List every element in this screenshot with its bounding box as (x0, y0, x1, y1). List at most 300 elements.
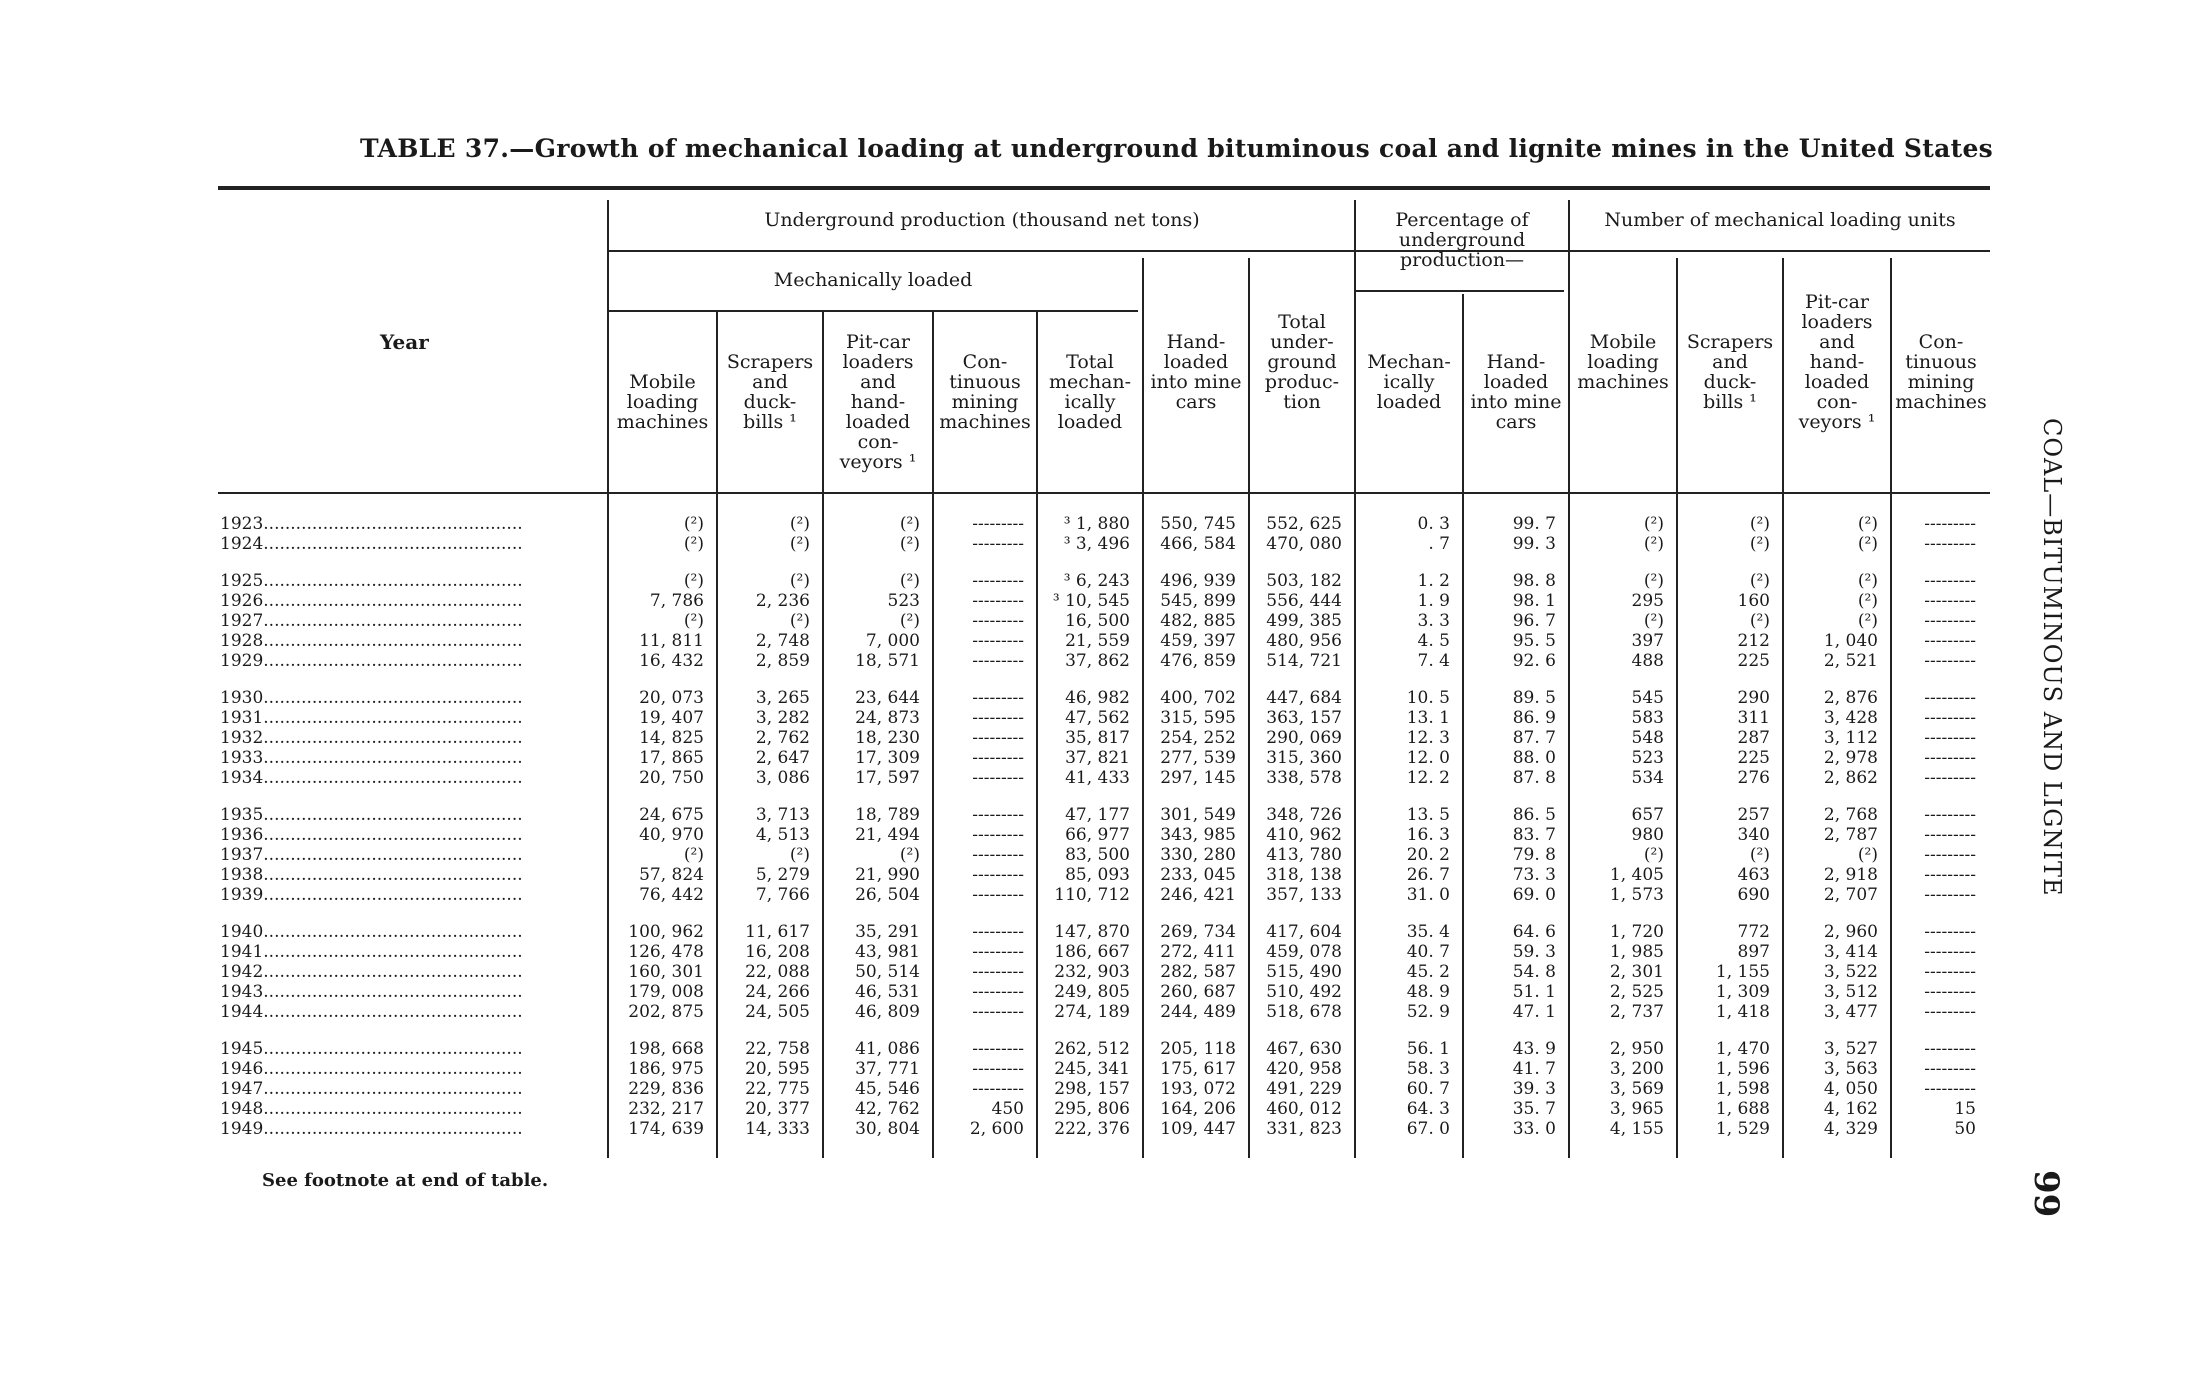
cell-hand-loaded: 482, 885 (1160, 611, 1236, 631)
cell-hand-loaded: 282, 587 (1160, 962, 1236, 982)
year-cell: 1947................................................ (220, 1079, 523, 1099)
cell-units-pit-car: (²) (1857, 611, 1878, 631)
cell-units-mobile: 4, 155 (1609, 1119, 1664, 1139)
cell-scrapers: 2, 647 (755, 748, 810, 768)
cell-pit-car: 46, 809 (855, 1002, 920, 1022)
cell-scrapers: 16, 208 (745, 942, 810, 962)
cell-units-continuous: --------- (1924, 962, 1976, 982)
cell-units-scrapers: 311 (1737, 708, 1770, 728)
cell-pit-car: 37, 771 (855, 1059, 920, 1079)
year-cell: 1942................................................ (220, 962, 523, 982)
table-row (218, 571, 1990, 591)
row-group (218, 514, 1990, 554)
cell-units-mobile: 3, 965 (1609, 1099, 1664, 1119)
cell-units-mobile: 2, 950 (1609, 1039, 1664, 1059)
cell-units-continuous: --------- (1924, 534, 1976, 554)
cell-hand-loaded: 260, 687 (1160, 982, 1236, 1002)
col-header-units-pit-car: Pit-car loaders and hand- loaded con- veyors ¹ (1798, 291, 1876, 433)
table-row (218, 845, 1990, 865)
cell-pit-car: (²) (899, 611, 920, 631)
cell-mobile-loading: 76, 442 (639, 885, 704, 905)
year-cell: 1931................................................ (220, 708, 523, 728)
cell-units-pit-car: 4, 050 (1823, 1079, 1878, 1099)
cell-units-continuous: 50 (1954, 1119, 1976, 1139)
cell-pct-mech: 13. 5 (1406, 805, 1450, 825)
table-row (218, 591, 1990, 611)
cell-pct-hand: 33. 0 (1512, 1119, 1556, 1139)
cell-total-underground: 467, 630 (1266, 1039, 1342, 1059)
underground-production-header: Underground production (thousand net tons) (764, 209, 1200, 231)
cell-pct-mech: 45. 2 (1406, 962, 1450, 982)
cell-pct-mech: 56. 1 (1406, 1039, 1450, 1059)
col-header-mobile-loading: Mobile loading machines (616, 371, 709, 433)
year-cell: 1939................................................ (220, 885, 523, 905)
table-row (218, 982, 1990, 1002)
cell-units-continuous: --------- (1924, 922, 1976, 942)
cell-pct-hand: 86. 9 (1512, 708, 1556, 728)
cell-hand-loaded: 315, 595 (1160, 708, 1236, 728)
cell-units-pit-car: (²) (1857, 591, 1878, 611)
cell-continuous: --------- (972, 768, 1024, 788)
cell-mobile-loading: 202, 875 (628, 1002, 704, 1022)
year-cell: 1943................................................ (220, 982, 523, 1002)
cell-units-scrapers: 1, 418 (1715, 1002, 1770, 1022)
cell-pct-hand: 92. 6 (1512, 651, 1556, 671)
cell-units-scrapers: 463 (1737, 865, 1770, 885)
cell-pit-car: 24, 873 (855, 708, 920, 728)
year-cell: 1938................................................ (220, 865, 523, 885)
cell-total-mech: 35, 817 (1065, 728, 1130, 748)
cell-units-mobile: 534 (1631, 768, 1664, 788)
col-header-pit-car: Pit-car loaders and hand- loaded con- veyors ¹ (839, 331, 917, 473)
table-row (218, 805, 1990, 825)
cell-pct-hand: 41. 7 (1512, 1059, 1556, 1079)
cell-mobile-loading: 7, 786 (649, 591, 704, 611)
cell-pct-hand: 99. 3 (1512, 534, 1556, 554)
cell-scrapers: 20, 377 (745, 1099, 810, 1119)
cell-pct-mech: 0. 3 (1417, 514, 1450, 534)
cell-hand-loaded: 269, 734 (1160, 922, 1236, 942)
cell-mobile-loading: 40, 970 (639, 825, 704, 845)
cell-units-mobile: 2, 301 (1609, 962, 1664, 982)
year-cell: 1941................................................ (220, 942, 523, 962)
cell-pct-mech: 1. 2 (1417, 571, 1450, 591)
cell-total-underground: 413, 780 (1266, 845, 1342, 865)
cell-pct-hand: 51. 1 (1512, 982, 1556, 1002)
header-divider-mech (608, 310, 1138, 312)
cell-scrapers: 14, 333 (745, 1119, 810, 1139)
cell-pct-mech: 60. 7 (1406, 1079, 1450, 1099)
cell-total-mech: 85, 093 (1065, 865, 1130, 885)
year-cell: 1945................................................ (220, 1039, 523, 1059)
cell-mobile-loading: (²) (683, 611, 704, 631)
cell-units-pit-car: 3, 477 (1823, 1002, 1878, 1022)
cell-mobile-loading: 24, 675 (639, 805, 704, 825)
cell-hand-loaded: 164, 206 (1160, 1099, 1236, 1119)
cell-total-mech: 47, 562 (1065, 708, 1130, 728)
cell-pit-car: 50, 514 (855, 962, 920, 982)
cell-units-mobile: 1, 720 (1609, 922, 1664, 942)
cell-units-mobile: (²) (1643, 534, 1664, 554)
cell-total-underground: 514, 721 (1266, 651, 1342, 671)
cell-pit-car: 26, 504 (855, 885, 920, 905)
cell-hand-loaded: 246, 421 (1160, 885, 1236, 905)
year-cell: 1946................................................ (220, 1059, 523, 1079)
cell-pct-hand: 73. 3 (1512, 865, 1556, 885)
cell-pct-hand: 35. 7 (1512, 1099, 1556, 1119)
cell-pit-car: 523 (887, 591, 920, 611)
table-row (218, 631, 1990, 651)
cell-total-mech: 37, 821 (1065, 748, 1130, 768)
year-cell: 1926................................................ (220, 591, 523, 611)
cell-continuous: --------- (972, 1079, 1024, 1099)
table-row (218, 651, 1990, 671)
percentage-header: Percentage of underground production— (1395, 209, 1529, 271)
cell-total-mech: 147, 870 (1054, 922, 1130, 942)
page-number: 99 (2026, 1170, 2066, 1218)
cell-scrapers: 22, 758 (745, 1039, 810, 1059)
cell-pct-hand: 88. 0 (1512, 748, 1556, 768)
cell-pit-car: 21, 494 (855, 825, 920, 845)
header-divider-pct (1356, 290, 1564, 292)
cell-pct-mech: 64. 3 (1406, 1099, 1450, 1119)
cell-total-mech: 66, 977 (1065, 825, 1130, 845)
cell-units-continuous: --------- (1924, 611, 1976, 631)
table-row (218, 1039, 1990, 1059)
cell-total-mech: 21, 559 (1065, 631, 1130, 651)
cell-units-scrapers: 225 (1737, 651, 1770, 671)
cell-pit-car: 43, 981 (855, 942, 920, 962)
cell-pct-mech: 1. 9 (1417, 591, 1450, 611)
cell-units-pit-car: 2, 707 (1823, 885, 1878, 905)
table-row (218, 611, 1990, 631)
cell-total-mech: 298, 157 (1054, 1079, 1130, 1099)
cell-pit-car: 46, 531 (855, 982, 920, 1002)
cell-pct-hand: 87. 7 (1512, 728, 1556, 748)
cell-units-mobile: 2, 525 (1609, 982, 1664, 1002)
cell-mobile-loading: 186, 975 (628, 1059, 704, 1079)
cell-units-pit-car: 2, 862 (1823, 768, 1878, 788)
cell-units-scrapers: 1, 309 (1715, 982, 1770, 1002)
cell-continuous: --------- (972, 805, 1024, 825)
cell-total-mech: 37, 862 (1065, 651, 1130, 671)
year-cell: 1924................................................ (220, 534, 523, 554)
col-header-hand-loaded: Hand- loaded into mine cars (1150, 331, 1242, 413)
cell-mobile-loading: 20, 073 (639, 688, 704, 708)
cell-units-pit-car: 2, 876 (1823, 688, 1878, 708)
cell-hand-loaded: 244, 489 (1160, 1002, 1236, 1022)
table-row (218, 768, 1990, 788)
table-row (218, 688, 1990, 708)
cell-continuous: --------- (972, 845, 1024, 865)
cell-units-scrapers: (²) (1749, 534, 1770, 554)
year-cell: 1940................................................ (220, 922, 523, 942)
table-row (218, 534, 1990, 554)
header-bottom-rule (218, 492, 1990, 494)
cell-hand-loaded: 301, 549 (1160, 805, 1236, 825)
cell-pct-mech: 7. 4 (1417, 651, 1450, 671)
table-row (218, 1099, 1990, 1119)
table-row (218, 748, 1990, 768)
cell-scrapers: (²) (789, 514, 810, 534)
cell-continuous: --------- (972, 591, 1024, 611)
cell-units-scrapers: (²) (1749, 611, 1770, 631)
year-cell: 1949................................................ (220, 1119, 523, 1139)
cell-total-mech: 249, 805 (1054, 982, 1130, 1002)
cell-hand-loaded: 277, 539 (1160, 748, 1236, 768)
cell-pct-hand: 64. 6 (1512, 922, 1556, 942)
cell-scrapers: 11, 617 (745, 922, 810, 942)
year-cell: 1935................................................ (220, 805, 523, 825)
cell-total-mech: 222, 376 (1054, 1119, 1130, 1139)
cell-scrapers: (²) (789, 571, 810, 591)
cell-units-scrapers: 1, 688 (1715, 1099, 1770, 1119)
cell-units-continuous: --------- (1924, 571, 1976, 591)
cell-pit-car: 17, 597 (855, 768, 920, 788)
cell-units-scrapers: 1, 596 (1715, 1059, 1770, 1079)
cell-pit-car: 17, 309 (855, 748, 920, 768)
cell-hand-loaded: 330, 280 (1160, 845, 1236, 865)
cell-scrapers: 24, 505 (745, 1002, 810, 1022)
table-row (218, 1119, 1990, 1139)
col-header-units-scrapers: Scrapers and duck- bills ¹ (1686, 331, 1774, 413)
row-group (218, 805, 1990, 905)
cell-continuous: --------- (972, 1039, 1024, 1059)
cell-units-continuous: --------- (1924, 708, 1976, 728)
col-header-total-mech: Total mechan- ically loaded (1048, 351, 1132, 433)
cell-pct-hand: 89. 5 (1512, 688, 1556, 708)
cell-scrapers: 3, 265 (755, 688, 810, 708)
units-header: Number of mechanical loading units (1604, 209, 1956, 231)
year-cell: 1937................................................ (220, 845, 523, 865)
cell-total-underground: 510, 492 (1266, 982, 1342, 1002)
cell-total-underground: 338, 578 (1266, 768, 1342, 788)
cell-continuous: --------- (972, 1002, 1024, 1022)
cell-total-mech: 110, 712 (1054, 885, 1130, 905)
year-cell: 1936................................................ (220, 825, 523, 845)
year-cell: 1929................................................ (220, 651, 523, 671)
table-row (218, 825, 1990, 845)
cell-total-underground: 410, 962 (1266, 825, 1342, 845)
cell-scrapers: 2, 859 (755, 651, 810, 671)
cell-pit-car: 41, 086 (855, 1039, 920, 1059)
cell-total-mech: 46, 982 (1065, 688, 1130, 708)
cell-units-continuous: --------- (1924, 982, 1976, 1002)
year-header: Year (380, 330, 429, 354)
table-row (218, 942, 1990, 962)
cell-mobile-loading: 11, 811 (639, 631, 704, 651)
cell-units-scrapers: 212 (1737, 631, 1770, 651)
cell-mobile-loading: 160, 301 (628, 962, 704, 982)
cell-mobile-loading: 198, 668 (628, 1039, 704, 1059)
cell-units-pit-car: (²) (1857, 534, 1878, 554)
cell-units-mobile: (²) (1643, 571, 1664, 591)
cell-units-continuous: --------- (1924, 591, 1976, 611)
cell-continuous: --------- (972, 982, 1024, 1002)
cell-pit-car: (²) (899, 514, 920, 534)
year-cell: 1932................................................ (220, 728, 523, 748)
footnote: See footnote at end of table. (262, 1170, 549, 1191)
cell-units-scrapers: 257 (1737, 805, 1770, 825)
cell-mobile-loading: (²) (683, 514, 704, 534)
cell-total-mech: ³ 3, 496 (1063, 534, 1130, 554)
year-cell: 1930................................................ (220, 688, 523, 708)
cell-total-mech: 47, 177 (1065, 805, 1130, 825)
year-cell: 1923................................................ (220, 514, 523, 534)
cell-scrapers: (²) (789, 534, 810, 554)
cell-pct-mech: 12. 3 (1406, 728, 1450, 748)
cell-total-underground: 556, 444 (1266, 591, 1342, 611)
cell-total-underground: 552, 625 (1266, 514, 1342, 534)
cell-units-continuous: --------- (1924, 631, 1976, 651)
cell-units-mobile: 548 (1631, 728, 1664, 748)
table-row (218, 962, 1990, 982)
cell-units-continuous: --------- (1924, 748, 1976, 768)
cell-scrapers: 3, 086 (755, 768, 810, 788)
table-title: TABLE 37.—Growth of mechanical loading at underground bituminous coal and lignite mines in the United States (360, 134, 1994, 163)
mechanically-loaded-header: Mechanically loaded (773, 269, 973, 291)
cell-scrapers: 22, 775 (745, 1079, 810, 1099)
cell-units-continuous: --------- (1924, 845, 1976, 865)
cell-continuous: --------- (972, 962, 1024, 982)
cell-mobile-loading: 17, 865 (639, 748, 704, 768)
cell-total-underground: 499, 385 (1266, 611, 1342, 631)
cell-scrapers: (²) (789, 845, 810, 865)
cell-total-underground: 470, 080 (1266, 534, 1342, 554)
cell-continuous: --------- (972, 651, 1024, 671)
cell-units-scrapers: (²) (1749, 514, 1770, 534)
cell-pct-mech: 12. 0 (1406, 748, 1450, 768)
row-group (218, 1039, 1990, 1139)
cell-pct-mech: 16. 3 (1406, 825, 1450, 845)
cell-units-continuous: 15 (1954, 1099, 1976, 1119)
cell-units-mobile: (²) (1643, 611, 1664, 631)
cell-pct-mech: 3. 3 (1417, 611, 1450, 631)
cell-units-scrapers: 1, 155 (1715, 962, 1770, 982)
cell-mobile-loading: 20, 750 (639, 768, 704, 788)
year-cell: 1928................................................ (220, 631, 523, 651)
cell-units-continuous: --------- (1924, 688, 1976, 708)
cell-units-mobile: 3, 200 (1609, 1059, 1664, 1079)
cell-units-scrapers: 690 (1737, 885, 1770, 905)
cell-scrapers: 5, 279 (755, 865, 810, 885)
cell-hand-loaded: 109, 447 (1160, 1119, 1236, 1139)
cell-units-scrapers: 225 (1737, 748, 1770, 768)
cell-mobile-loading: 100, 962 (628, 922, 704, 942)
cell-units-scrapers: 276 (1737, 768, 1770, 788)
cell-pct-hand: 47. 1 (1512, 1002, 1556, 1022)
cell-pit-car: 30, 804 (855, 1119, 920, 1139)
cell-scrapers: 20, 595 (745, 1059, 810, 1079)
cell-total-mech: 186, 667 (1054, 942, 1130, 962)
cell-continuous: --------- (972, 611, 1024, 631)
cell-continuous: --------- (972, 942, 1024, 962)
cell-hand-loaded: 175, 617 (1160, 1059, 1236, 1079)
cell-units-continuous: --------- (1924, 865, 1976, 885)
cell-mobile-loading: 229, 836 (628, 1079, 704, 1099)
cell-units-continuous: --------- (1924, 1039, 1976, 1059)
cell-hand-loaded: 466, 584 (1160, 534, 1236, 554)
cell-total-underground: 515, 490 (1266, 962, 1342, 982)
cell-total-underground: 480, 956 (1266, 631, 1342, 651)
table-row (218, 708, 1990, 728)
cell-pct-mech: 35. 4 (1406, 922, 1450, 942)
cell-units-mobile: (²) (1643, 845, 1664, 865)
cell-scrapers: 24, 266 (745, 982, 810, 1002)
cell-hand-loaded: 550, 745 (1160, 514, 1236, 534)
table-row (218, 1079, 1990, 1099)
cell-total-mech: 16, 500 (1065, 611, 1130, 631)
cell-units-scrapers: 287 (1737, 728, 1770, 748)
cell-pit-car: 7, 000 (865, 631, 920, 651)
table-row (218, 885, 1990, 905)
cell-hand-loaded: 459, 397 (1160, 631, 1236, 651)
cell-units-mobile: 397 (1631, 631, 1664, 651)
cell-continuous: 2, 600 (969, 1119, 1024, 1139)
running-head: COAL—BITUMINOUS AND LIGNITE (2038, 418, 2066, 897)
year-cell: 1948................................................ (220, 1099, 523, 1119)
cell-pit-car: 45, 546 (855, 1079, 920, 1099)
header-divider-main (608, 250, 1990, 252)
cell-scrapers: 2, 748 (755, 631, 810, 651)
cell-pct-mech: 20. 2 (1406, 845, 1450, 865)
cell-units-scrapers: 340 (1737, 825, 1770, 845)
cell-units-continuous: --------- (1924, 1059, 1976, 1079)
cell-pct-hand: 69. 0 (1512, 885, 1556, 905)
cell-continuous: --------- (972, 1059, 1024, 1079)
cell-total-mech: ³ 1, 880 (1063, 514, 1130, 534)
cell-units-mobile: 523 (1631, 748, 1664, 768)
cell-continuous: --------- (972, 514, 1024, 534)
cell-pct-mech: 48. 9 (1406, 982, 1450, 1002)
cell-units-mobile: 1, 985 (1609, 942, 1664, 962)
cell-units-continuous: --------- (1924, 825, 1976, 845)
cell-units-scrapers: 897 (1737, 942, 1770, 962)
cell-pct-mech: 58. 3 (1406, 1059, 1450, 1079)
cell-hand-loaded: 297, 145 (1160, 768, 1236, 788)
cell-hand-loaded: 545, 899 (1160, 591, 1236, 611)
cell-units-pit-car: (²) (1857, 514, 1878, 534)
cell-units-mobile: 545 (1631, 688, 1664, 708)
cell-units-scrapers: (²) (1749, 845, 1770, 865)
cell-continuous: --------- (972, 922, 1024, 942)
cell-units-mobile: 583 (1631, 708, 1664, 728)
cell-continuous: --------- (972, 728, 1024, 748)
cell-hand-loaded: 343, 985 (1160, 825, 1236, 845)
cell-continuous: --------- (972, 534, 1024, 554)
cell-units-continuous: --------- (1924, 1079, 1976, 1099)
cell-total-mech: ³ 6, 243 (1063, 571, 1130, 591)
cell-pct-mech: 4. 5 (1417, 631, 1450, 651)
col-header-total-underground: Total under- ground produc- tion (1264, 311, 1340, 413)
cell-total-underground: 417, 604 (1266, 922, 1342, 942)
cell-continuous: --------- (972, 748, 1024, 768)
col-header-scrapers: Scrapers and duck- bills ¹ (726, 351, 814, 433)
cell-units-pit-car: (²) (1857, 845, 1878, 865)
cell-scrapers: (²) (789, 611, 810, 631)
cell-units-mobile: 980 (1631, 825, 1664, 845)
cell-mobile-loading: 14, 825 (639, 728, 704, 748)
cell-total-underground: 331, 823 (1266, 1119, 1342, 1139)
cell-pct-hand: 87. 8 (1512, 768, 1556, 788)
cell-total-mech: ³ 10, 545 (1052, 591, 1130, 611)
row-group (218, 688, 1990, 788)
cell-continuous: 450 (991, 1099, 1024, 1119)
table-row (218, 514, 1990, 534)
year-cell: 1927................................................ (220, 611, 523, 631)
cell-pit-car: 18, 789 (855, 805, 920, 825)
cell-units-mobile: 1, 405 (1609, 865, 1664, 885)
